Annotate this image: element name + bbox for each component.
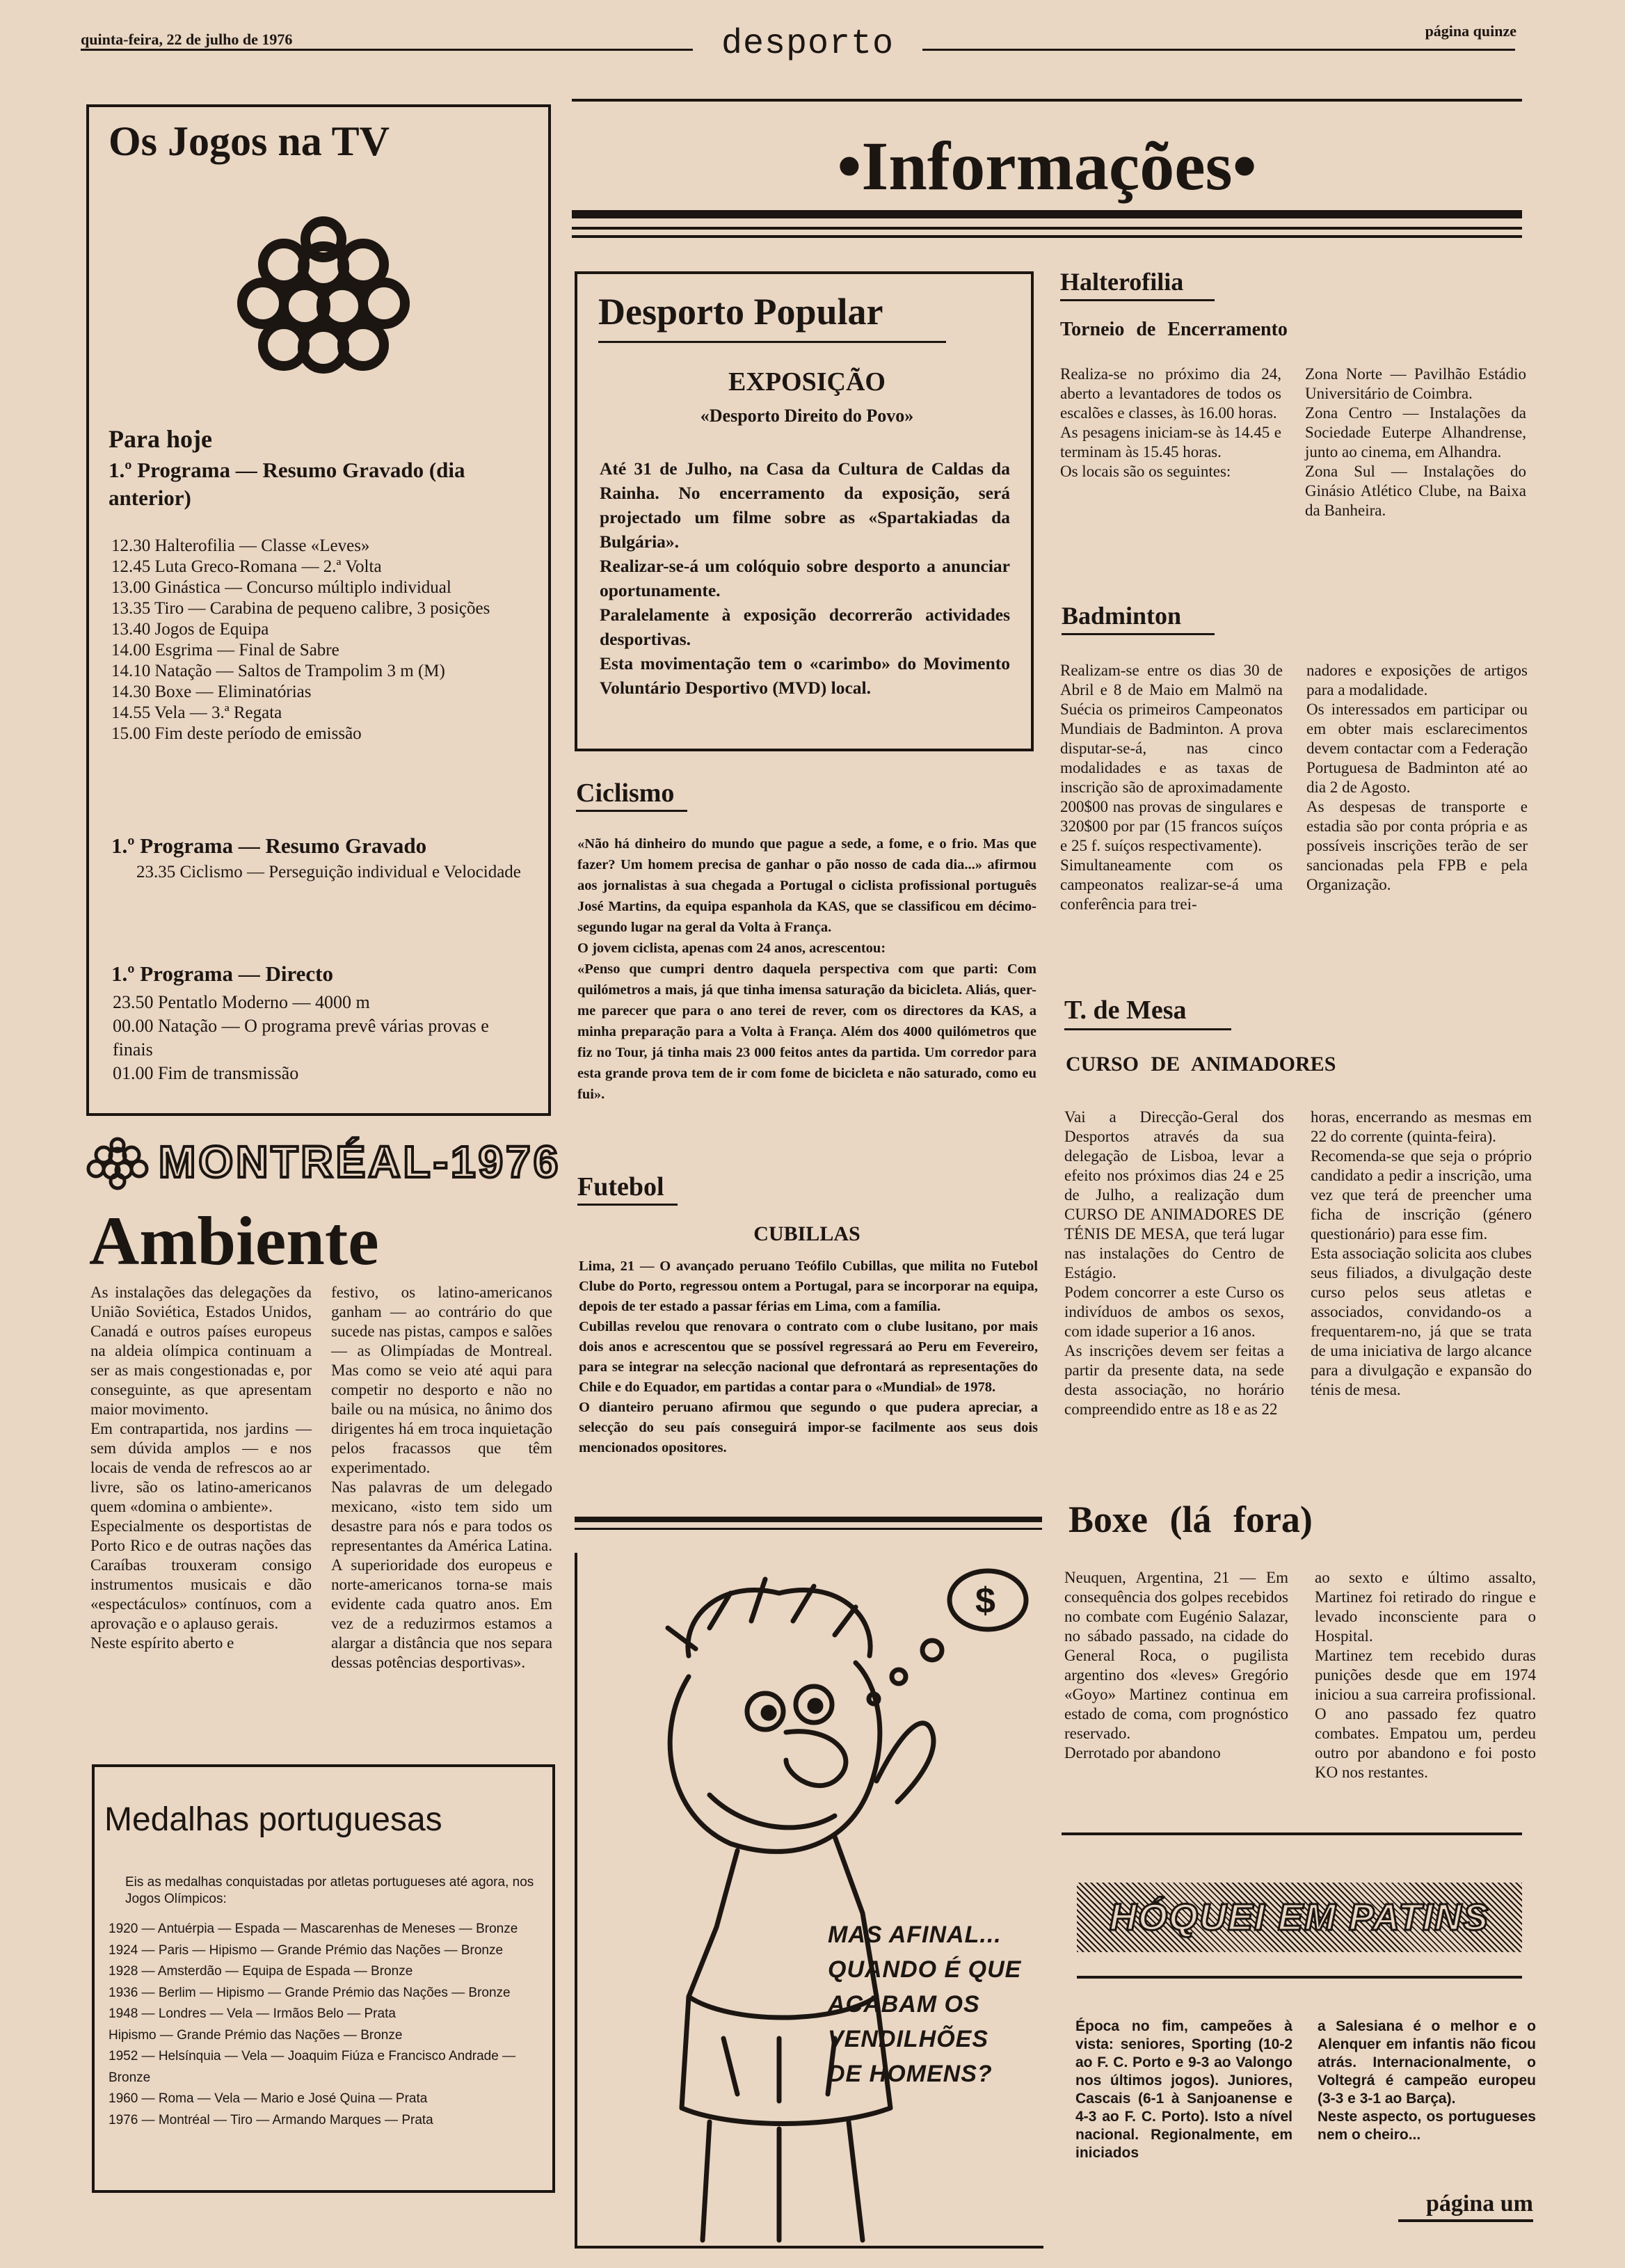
- boxe-rule: [1062, 1832, 1522, 1835]
- medals-title: Medalhas portuguesas: [104, 1801, 442, 1838]
- tv-schedule-1: 12.30 Halterofilia — Classe «Leves» 12.45 Luta Greco-Romana — 2.ª Volta 13.00 Ginástica — Concurso múltiplo individual 13.35 Tiro — Carabina de pequeno calibre, 3 posições 13.40 Jogos de Equipa 14.00 Esgrima — Final de Sabre 14.10 Natação — Saltos de Trampolim 3 m (M) 14.30 Boxe — Eliminatórias 14.55 Vela — 3.ª Regata 15.00 Fim deste período de emissão: [111, 536, 490, 743]
- ciclismo-body: «Não há dinheiro do mundo que pague a sede, a fome, e o frio. Mas que fazer? Um homem precisa de ganhar o pão nosso de cada dia...» afirmou aos jornalistas à sua chegada a Portugal o ciclista profissional português José Martins, da equipa espanhola da KAS, que se classificou em décimo-segundo lugar na geral da Volta à França. O jovem ciclista, apenas com 24 anos, acrescentou: «Penso que cumpri dentro daquela perspectiva com que parti: Com quilómetros a mais, já que tinha imensa saturação da bicicleta. Aliás, quer-me parecer que para o ano terei de rever, com os directores da KAS, a minha preparação para a Volta à França. Além dos 4000 quilómetros que fiz no Tour, já tinha mais 23 000 feitos antes da partida. Um corredor para esta grande prova tem de ir com fome de bicicleta e não saturado, como eu fui».: [577, 836, 1036, 1102]
- desporto-popular-underline: [598, 341, 946, 343]
- futebol-body: Lima, 21 — O avançado peruano Teófilo Cubillas, que milita no Futebol Clube do Porto, regressou ontem a Portugal, para se incorporar na equipa, depois de ter estado a passar férias em Lima, com a família. Cubillas revelou que renovara o contrato com o clube lusitano, por mais dois anos e acrescentou que se possível regressará ao Peru em Fevereiro, para se integrar na selecção nacional que defrontará as representações do Chile e do Equador, em partidas a contar para o «Mundial» de 1978. O dianteiro peruano afirmou que segundo o que pudera apreciar, a selecção do seu país conseguirá impor-se facilmente aos seus dois mencionados opositores.: [579, 1259, 1038, 1455]
- halterofilia-column-2: Zona Norte — Pavilhão Estádio Universitário de Coimbra. Zona Centro — Instalações da Sociedade Euterpe Alhandrense, junto ao cinema, em Alhandra. Zona Sul — Instalações do Ginásio Atlético Clube, na Baixa da Banheira.: [1305, 365, 1526, 519]
- ciclismo-title: Ciclismo: [576, 778, 675, 808]
- boxe-title: Boxe (lá fora): [1068, 1499, 1313, 1540]
- halterofilia-underline: [1060, 299, 1215, 301]
- ciclismo-underline: [576, 810, 687, 812]
- footer-page: página um: [1426, 2191, 1533, 2217]
- ambiente-column-1: As instalações das delegações da União Soviética, Estados Unidos, Canadá e outros países europeus na aldeia olímpica continuam a ser as mais congestionadas e, por conseguinte, as que apresentam maior movimento. Em contrapartida, nos jardins — sem dúvida amplos — e nos locais de venda de refrescos ao ar livre, são os latino-americanos quem «domina o ambiente». Especialmente os desportistas de Porto Rico e de outras nações das Caraíbas trouxeram consigo instrumentos musicais e dão «espectáculos» contínuos, com a aprovação e o aplauso gerais. Neste espírito aberto e: [90, 1284, 312, 1652]
- tv-program1-title: 1.º Programa — Resumo Gravado (dia anterior): [109, 458, 465, 510]
- tv-program2-title: 1.º Programa — Resumo Gravado: [111, 833, 427, 858]
- tv-schedule-2: 23.35 Ciclismo — Perseguição individual e Velocidade: [136, 863, 521, 881]
- cartoon-caption: MAS AFINAL... QUANDO É QUE ACABAM OS VENDILHÕES DE HOMENS?: [828, 1922, 1022, 2087]
- tenis-mesa-title: T. de Mesa: [1064, 996, 1187, 1025]
- futebol-title: Futebol: [577, 1172, 664, 1201]
- cartoon-border-bottom: [575, 2246, 1043, 2249]
- informacoes-title: •Informações•: [837, 127, 1257, 205]
- medals-list: 1920 — Antuérpia — Espada — Mascarenhas de Meneses — Bronze 1924 — Paris — Hipismo — Grande Prémio das Nações — Bronze 1928 — Amsterdão — Equipa de Espada — Bronze 1936 — Berlim — Hipismo — Grande Prémio das Nações — Bronze 1948 — Londres — Vela — Irmãos Belo — Prata Hipismo — Grande Prémio das Nações — Bronze 1952 — Helsínquia — Vela — Joaquim Fiúza e Francisco Andrade — Bronze 1960 — Roma — Vela — Mario e José Quina — Prata 1976 — Montréal — Tiro — Armando Marques — Prata: [109, 1922, 518, 2127]
- info-rule-thin: [572, 227, 1522, 230]
- hoquei-column-2: a Salesiana é o melhor e o Alenquer em infantis não ficou atrás. Internacionalmente, o Voltegrá é campeão europeu (3-3 e 3-1 ao Barça). Neste aspecto, os portugueses nem o cheiro...: [1318, 2018, 1536, 2143]
- ambiente-column-2: festivo, os latino-americanos ganham — ao contrário do que sucede nas pistas, campos e salões — as Olimpíadas de Montreal. Mas como se veio até aqui para competir no desporto e não no baile ou na música, no ânimo dos dirigentes há em troca inquietação pelos fracassos que têm experimentado. Nas palavras de um delegado mexicano, «isto tem sido um desastre para nós e para todos os representantes da América Latina. A superioridade dos europeus e norte-americanos torna-se mais evidente cada quatro anos. Em vez de a reduzirmos estamos a alargar a distância que nos separa dessas potências desportivas».: [331, 1284, 552, 1671]
- footer-underline: [1398, 2219, 1533, 2222]
- tv-schedule-3: 23.50 Pentatlo Moderno — 4000 m 00.00 Natação — O programa prevê várias provas e finais 01.00 Fim de transmissão: [113, 992, 489, 1083]
- badminton-column-2: nadores e exposições de artigos para a modalidade. Os interessados em participar ou em obter mais esclarecimentos devem contactar com a Federação Portuguesa de Badminton até ao dia 2 de Agosto. As despesas de transporte e estadia são por conta própria e as possíveis inscrições terão de ser sancionadas pela FPB e pela Organização.: [1306, 662, 1528, 893]
- montreal-logo-icon: [86, 1135, 149, 1191]
- futebol-rule-thick: [575, 1517, 1042, 1522]
- halterofilia-subtitle: Torneio de Encerramento: [1060, 319, 1288, 340]
- hoquei-rule: [1077, 1976, 1522, 1979]
- cubillas-title: CUBILLAS: [753, 1222, 860, 1245]
- info-rule-thin-2: [572, 235, 1522, 238]
- header-page: página quinze: [1425, 22, 1516, 40]
- hoquei-column-1: Época no fim, campeões à vista: seniores, Sporting (10-2 ao F. C. Porto e 9-3 ao Valongo nos últimos jogos). Juniores, Cascais (6-1 à Sanjoanense e 4-3 ao F. C. Porto). Isto a nível nacional. Regionalmente, em iniciados: [1075, 2018, 1292, 2161]
- cartoon-border-left: [575, 1553, 577, 2249]
- tenis-mesa-column-2: horas, encerrando as mesmas em 22 do corrente (quinta-feira). Recomenda-se que seja o próprio candidato a pedir a inscrição, uma vez que terá de preencher uma ficha de inscrição (género questionário) para esse fim. Esta associação solicita aos clubes seus filiados, a divulgação deste curso pelos seus atletas e associados, convidando-os a frequentarem-no, já que se trata de uma iniciativa de largo alcance para a divulgação e expansão do ténis de mesa.: [1311, 1108, 1532, 1398]
- futebol-rule-thin: [575, 1528, 1042, 1530]
- tv-program3-title: 1.º Programa — Directo: [111, 961, 333, 986]
- badminton-underline: [1062, 633, 1215, 635]
- exposicao-body: Até 31 de Julho, na Casa da Cultura de Caldas da Rainha. No encerramento da exposição, será projectado um filme sobre as «Spartakiadas da Bulgária». Realizar-se-á um colóquio sobre desporto a anunciar oportunamente. Paralelamente à exposição decorrerão actividades desportivas. Esta movimentação tem o «carimbo» do Movimento Voluntário Desportivo (MVD) local.: [600, 458, 1010, 698]
- tenis-mesa-underline: [1064, 1028, 1231, 1030]
- halterofilia-column-1: Realiza-se no próximo dia 24, aberto a levantadores de todos os escalões e classes, às 16.00 horas. As pesagens iniciam-se às 14.45 e terminam às 15.45 horas. Os locais são os seguintes:: [1060, 365, 1281, 480]
- header-rule-left: [81, 49, 693, 51]
- exposicao-subtitle: «Desporto Direito do Povo»: [700, 406, 914, 426]
- ambiente-headline: Ambiente: [89, 1202, 379, 1279]
- tv-today: Para hoje: [109, 425, 212, 453]
- tenis-mesa-subtitle: CURSO DE ANIMADORES: [1066, 1053, 1336, 1076]
- header-date: quinta-feira, 22 de julho de 1976: [81, 31, 293, 48]
- header-rule-right: [922, 49, 1515, 51]
- badminton-column-1: Realizam-se entre os dias 30 de Abril e 8 de Maio em Malmö na Suécia os primeiros Campeonatos Mundiais de Badminton. A prova disputar-se-á, nas cinco modalidades e as taxas de inscrição são de aproximadamente 200$00 nas provas de singulares e 320$00 por par (15 francos suíços e 25 f. suíços respectivamente). Simultaneamente com os campeonatos realizar-se-á uma conferência para trei-: [1060, 662, 1283, 913]
- section-title: desporto: [721, 24, 895, 64]
- desporto-popular-title: Desporto Popular: [598, 291, 883, 333]
- tv-title: Os Jogos na TV: [109, 118, 390, 164]
- tenis-mesa-column-1: Vai a Direcção-Geral dos Desportos através da sua delegação de Lisboa, levar a efeito nos próximos dias 24 e 25 de Julho, a realização dum CURSO DE ANIMADORES DE TÉNIS DE MESA, que terá lugar nas instalações do Centro de Estágio. Podem concorrer a este Curso os indivíduos de ambos os sexos, com idade superior a 16 anos. As inscrições devem ser feitas a partir da presente data, na sede desta associação, no horário compreendido entre as 18 e as 22: [1064, 1108, 1284, 1418]
- badminton-title: Badminton: [1062, 602, 1182, 630]
- montreal-banner: MONTRÉAL-1976: [159, 1137, 561, 1187]
- boxe-column-1: Neuquen, Argentina, 21 — Em consequência dos golpes recebidos no combate com Eugénio Salazar, no sábado passado, na cidade do General Roca, o pugilista argentino dos «leves» Gregório «Goyo» Martinez continua em estado de coma, com prognóstico reservado. Derrotado por abandono: [1064, 1569, 1288, 1762]
- info-rule-thick: [572, 210, 1522, 218]
- info-rule-top: [572, 99, 1522, 102]
- cartoon-man-icon: [626, 1551, 1043, 2247]
- hoquei-title: HÓQUEI EM PATINS: [1109, 1896, 1490, 1938]
- olympic-logo-icon: [230, 209, 417, 397]
- halterofilia-title: Halterofilia: [1060, 268, 1184, 296]
- exposicao-title: EXPOSIÇÃO: [728, 367, 886, 397]
- futebol-underline: [577, 1204, 678, 1206]
- medals-intro: Eis as medalhas conquistadas por atletas portugueses até agora, nos Jogos Olímpicos:: [125, 1875, 534, 1906]
- boxe-column-2: ao sexto e último assalto, Martinez foi retirado do ringue e levado inconsciente para o Hospital. Martinez tem recebido duras punições desde que em 1974 iniciou a sua carreira profissional. O ano passado fez quatro combates. Empatou um, perdeu outro por abandono e foi posto KO nos restantes.: [1315, 1569, 1536, 1781]
- cartoon-dollar: $: [975, 1581, 995, 1621]
